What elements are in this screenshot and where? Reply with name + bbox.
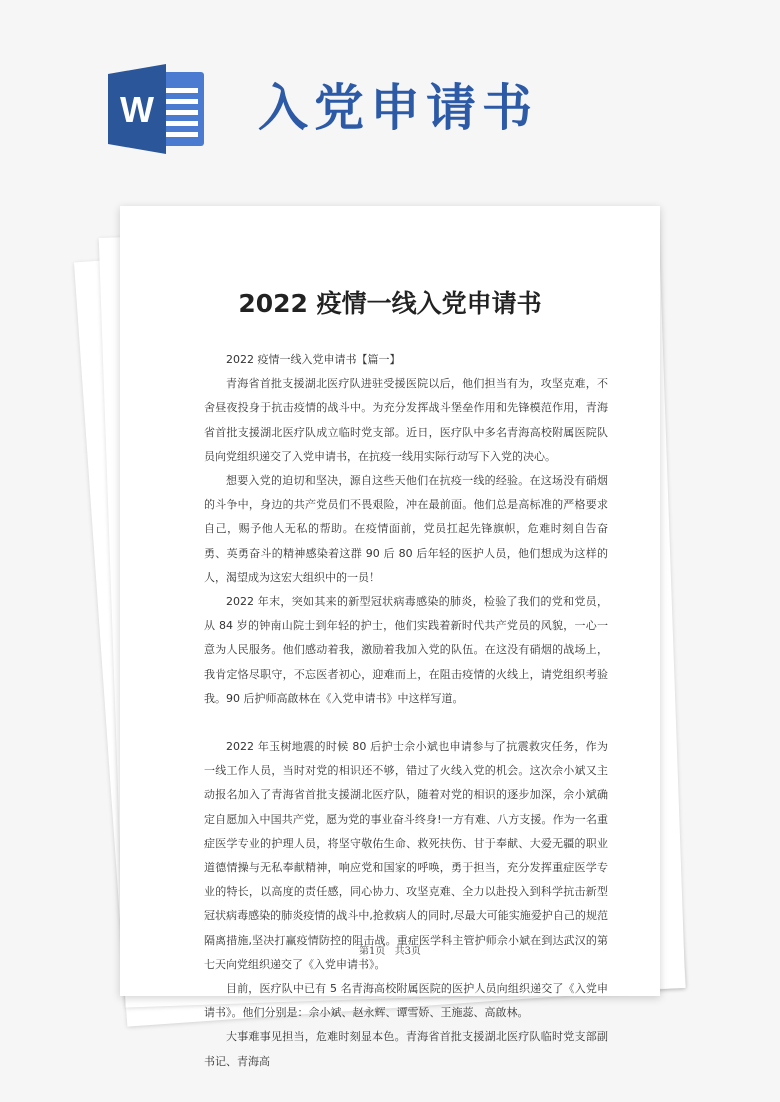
paragraph: 2022 疫情一线入党申请书【篇一】 bbox=[226, 353, 401, 366]
word-document-icon bbox=[108, 64, 208, 154]
document-title: 2022 疫情一线入党申请书 bbox=[238, 289, 542, 318]
paragraph: 青海省首批支援湖北医疗队进驻受援医院以后，他们担当有为，攻坚克难，不舍昼夜投身于抗击疫情的战斗中。为充分发挥战斗堡垒作用和先锋模范作用，青海省首批支援湖北医疗队成立临时党支部。近日，医疗队中多名青海高校附属医院队员向党组织递交了入党申请书，在抗疫一线用实际行动写下入党的决心。 bbox=[204, 377, 608, 463]
paragraph: 目前，医疗队中已有 5 名青海高校附属医院的医护人员向组织递交了《入党申请书》。他们分别是：佘小斌、赵永辉、谭雪娇、王施蕊、高啟林。 bbox=[204, 982, 608, 1020]
paragraph: 2022 年玉树地震的时候 80 后护士佘小斌也申请参与了抗震救灾任务，作为一线工作人员，当时对党的相识还不够，错过了火线入党的机会。这次佘小斌又主动报名加入了青海省首批支援湖北医疗队，随着对党的相识的逐步加深，佘小斌确定自愿加入中国共产党，愿为党的事业奋斗终身!一方有难、八方支援。作为一名重症医学专业的护理人员，将坚守敬佑生命、救死扶伤、甘于奉献、大爱无疆的职业道德情操与无私奉献精神，响应党和国家的呼唤，勇于担当，充分发挥重症医学专业的特长，以高度的责任感，同心协力、攻坚克难、全力以赴投入到科学抗击新型冠状病毒感染的肺炎疫情的战斗中,抢救病人的同时,尽最大可能实施爱护自己的规范隔离措施,坚决打赢疫情防控的阻击战。重症医学科主管护师佘小斌在到达武汉的第七天向党组织递交了《入党申请书》。 bbox=[204, 740, 608, 971]
document-page bbox=[120, 206, 660, 1068]
paragraph-gap bbox=[204, 711, 608, 735]
page-number: 第1页 bbox=[359, 946, 386, 957]
banner-title: 入党申请书 bbox=[258, 79, 538, 137]
word-logo-letter: W bbox=[120, 89, 154, 130]
page-total: 共3页 bbox=[394, 946, 421, 957]
paragraph: 想要入党的迫切和坚决，源自这些天他们在抗疫一线的经验。在这场没有硝烟的斗争中，身边的共产党员们不畏艰险，冲在最前面。他们总是高标准的严格要求自己，赐予他人无私的帮助。在疫情面前，党员扛起先锋旗帜，危难时刻自告奋勇、英勇奋斗的精神感染着这群 90 后 80 后年轻的医护人员，他们想成为这样的人，渴望成为这宏大组织中的一员！ bbox=[204, 474, 608, 584]
paragraph: 大事难事见担当，危难时刻显本色。青海省首批支援湖北医疗队临时党支部副书记、青海高 bbox=[204, 1030, 608, 1068]
document-body bbox=[204, 348, 608, 1074]
page-footer bbox=[120, 942, 660, 957]
banner bbox=[0, 0, 780, 190]
paragraph: 2022 年末，突如其来的新型冠状病毒感染的肺炎，检验了我们的党和党员，从 84 岁的钟南山院士到年轻的护士，他们实践着新时代共产党员的风貌，一心一意为人民服务。他们感动着我，激励着我加入党的队伍。在这没有硝烟的战场上，我肯定恪尽职守，不忘医者初心，迎难而上，在阻击疫情的火线上，请党组织考验我。90 后护师高啟林在《入党申请书》中这样写道。 bbox=[204, 595, 608, 705]
